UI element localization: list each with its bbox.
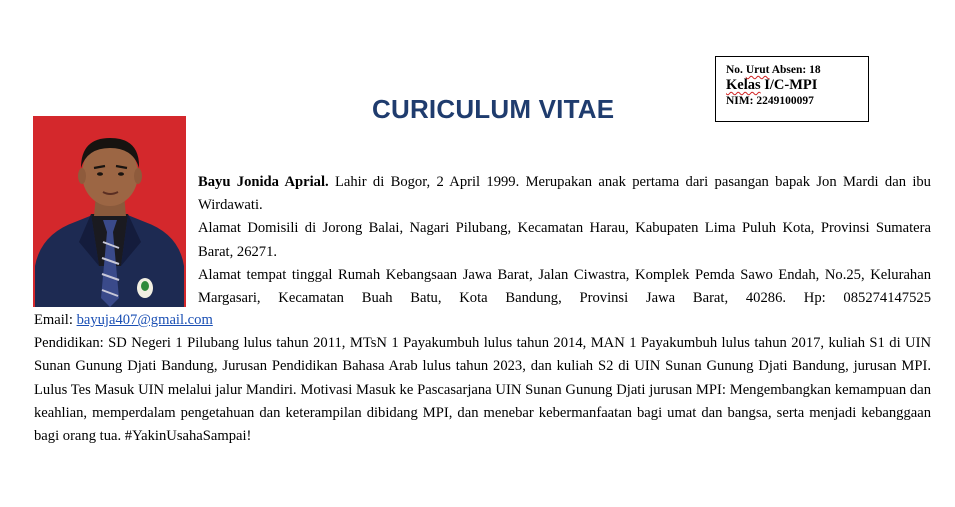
page-title: CURICULUM VITAE [372, 94, 615, 124]
student-info-box [715, 56, 869, 122]
lower-section [34, 309, 931, 448]
education-paragraph: Pendidikan: SD Negeri 1 Pilubang lulus tahun 2011, MTsN 1 Payakumbuh lulus tahun 2014, MAN 1 Payakumbuh lulus tahun 2017, kuliah S1 di UIN Sunan Gunung Djati Bandung, Jurusan Pendidikan Bahasa Arab lulus tahun 2023, dan kuliah S2 di UIN Sunan Gunung Djati Bandung, jurusan MPI. Lulus Tes Masuk UIN melalui jalur Mandiri. Motivasi Masuk ke Pascasarjana UIN Sunan Gunung Djati jurusan MPI: Mengembangkan kemampuan dan keahlian, memperdalam pengetahuan dan keterampilan dibidang MPI, dan menebar kebermanfaatan bagi umat dan bangsa, serta menjadi kebanggaan bagi orang tua. #YakinUsahaSampai! [34, 335, 931, 445]
email-line: Email: bayuja407@gmail.com [34, 312, 213, 328]
email-link[interactable]: bayuja407@gmail.com [76, 312, 213, 328]
bio-intro: Bayu Jonida Aprial. Lahir di Bogor, 2 April 1999. Merupakan anak pertama dari pasangan bapak Jon Mardi dan ibu Wirdawati. [198, 174, 931, 214]
absen-number: No. Urut Absen: 18 [726, 64, 821, 76]
profile-photo [33, 116, 186, 307]
person-name: Bayu Jonida Aprial. [198, 174, 329, 190]
nim-label: NIM: 2249100097 [726, 95, 814, 107]
portrait-photo-icon [33, 116, 186, 307]
bio-residence-address: Alamat tempat tinggal Rumah Kebangsaan Jawa Barat, Jalan Ciwastra, Komplek Pemda Sawo Endah, No.25, Kelurahan Margasari, Kecamatan Buah Batu, Kota Bandung, Provinsi Jawa Barat, 40286. Hp: 085274147525 [198, 266, 931, 307]
bio-domicile-address: Alamat Domisili di Jorong Balai, Nagari Pilubang, Kecamatan Harau, Kabupaten Lima Puluh Kota, Provinsi Sumatera Barat, 26271. [198, 220, 931, 260]
class-label: Kelas I/C-MPI [726, 77, 818, 93]
biography [198, 171, 931, 310]
